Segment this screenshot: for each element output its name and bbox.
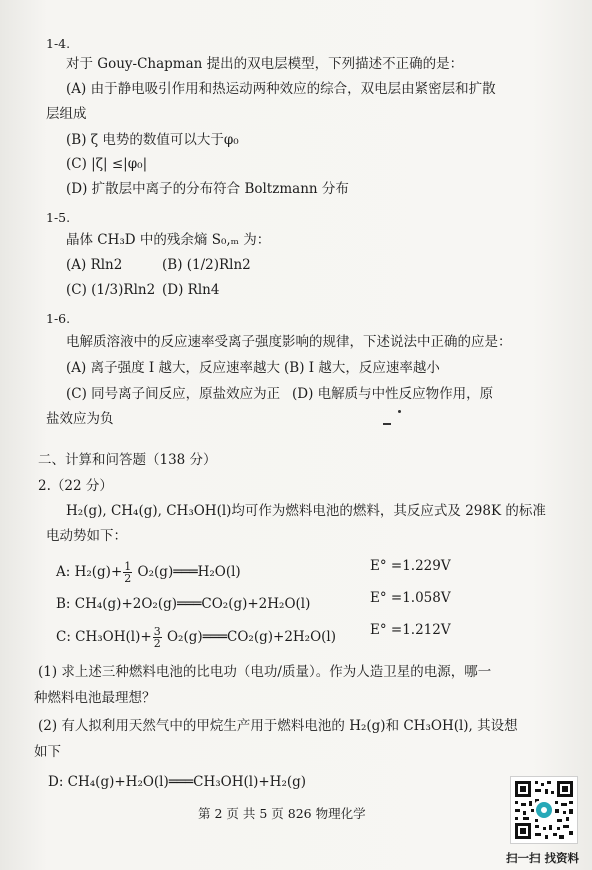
reaction-b-equation: B: CH₄(g)+2O₂(g)═══CO₂(g)+2H₂O(l) [56,596,311,612]
reaction-a-equation: A: H₂(g)+ $\frac{1}{2}$ O₂(g)═══H₂O(l) [56,560,241,585]
qr-code [510,776,578,844]
page-footer: 第 2 页 共 5 页 826 物理化学 [198,806,366,821]
reaction-c-equation: C: CH₃OH(l)+ $\frac{3}{2}$ O₂(g)═══CO₂(g)+2H₂O(l) [56,625,337,650]
reaction-a-emf: E° =1.229V [370,558,451,574]
question-1-4-option-a-line1: (A) 由于静电吸引作用和热运动两种效应的综合，双电层由紧密层和扩散 [66,81,496,97]
question-2-part2-line1: (2) 有人拟利用天然气中的甲烷生产用于燃料电池的 H₂(g)和 CH₃OH(l), 其设想 [38,718,518,734]
question-1-5-stem: 晶体 CH₃D 中的残余熵 S₀,ₘ 为： [66,232,271,248]
question-1-5-option-b: (B) (1/2)Rln2 [162,257,251,273]
question-1-6-number: 1-6. [46,311,71,326]
question-1-4-stem: 对于 Gouy-Chapman 提出的双电层模型，下列描述不正确的是： [66,56,464,72]
question-1-5-option-a: (A) Rln2 [66,257,123,273]
question-2-header: 2.（22 分） [38,478,113,494]
reaction-b-emf: E° =1.058V [370,590,451,606]
question-1-5-option-c: (C) (1/3)Rln2 [66,282,156,298]
question-1-6-stem: 电解质溶液中的反应速率受离子强度影响的规律，下述说法中正确的应是： [66,334,512,350]
section-2-heading: 二、计算和问答题（138 分） [38,452,217,468]
question-1-4-number: 1-4. [46,36,71,51]
question-1-6-option-c: (C) 同号离子间反应，原盐效应为正 [66,386,281,402]
question-2-intro-line2: 电动势如下： [46,528,127,544]
stray-dot-mark [398,410,401,413]
question-2-part1-line2: 种燃料电池最理想？ [34,690,156,706]
question-2-part2-line2: 如下 [34,744,61,760]
qr-code-image [511,777,577,843]
question-2-intro-line1: H₂(g), CH₄(g), CH₃OH(l)均可作为燃料电池的燃料，其反应式及 298K 的标准 [66,503,546,519]
question-1-6-option-a: (A) 离子强度 I 越大，反应速率越大 [66,360,280,376]
qr-caption: 扫一扫 找资料 [506,851,580,865]
question-1-5-number: 1-5. [46,210,71,225]
question-1-6-option-d-line1: (D) 电解质与中性反应物作用，原 [292,386,494,402]
question-1-5-option-d: (D) Rln4 [162,282,220,298]
stray-pen-mark [383,423,391,425]
reaction-d-equation: D: CH₄(g)+H₂O(l)═══CH₃OH(l)+H₂(g) [48,774,307,790]
question-1-6-option-d-line2: 盐效应为负 [46,411,114,427]
fraction-one-half: $\frac{1}{2}$ [124,560,132,585]
question-1-4-option-c: (C) |ζ| ≤|φ₀| [66,156,148,172]
question-1-4-option-a-line2: 层组成 [46,106,87,122]
fraction-three-halves: $\frac{3}{2}$ [153,625,161,650]
question-2-part1-line1: (1) 求上述三种燃料电池的比电功（电功/质量）。作为人造卫星的电源，哪一 [38,664,492,680]
question-1-6-option-b: (B) I 越大，反应速率越小 [284,360,440,376]
question-1-4-option-b: (B) ζ 电势的数值可以大于φ₀ [66,132,239,148]
question-1-4-option-d: (D) 扩散层中离子的分布符合 Boltzmann 分布 [66,181,349,197]
reaction-c-emf: E° =1.212V [370,622,451,638]
